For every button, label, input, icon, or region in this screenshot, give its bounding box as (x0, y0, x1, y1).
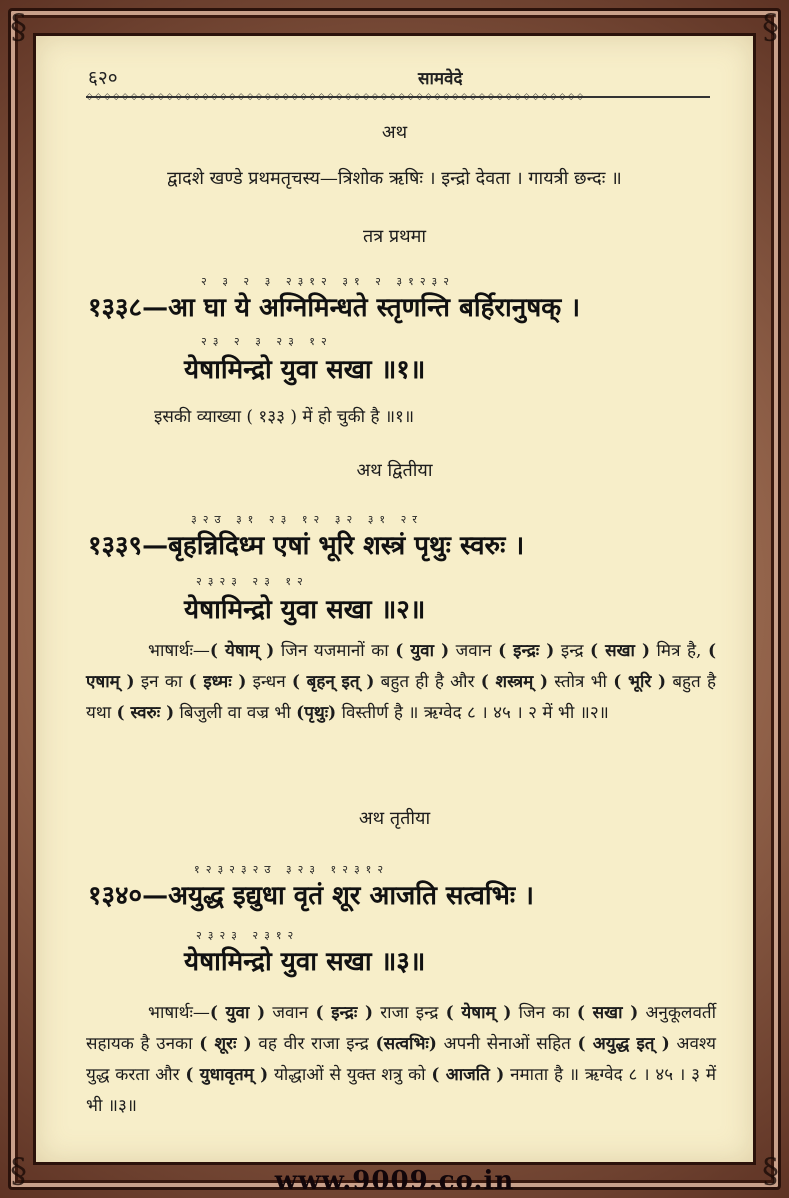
verse-3-line-2: येषामिन्द्रो युवा सखा ॥३॥ (184, 947, 426, 977)
gloss-term: ( युधावृतम् ) (185, 1065, 269, 1085)
gloss-text: अवश्य युद्ध करता और (86, 1034, 716, 1085)
gloss-text: इन्धन (246, 672, 292, 692)
verse-3-svara-1: १२३२३२उ ३२३ १२३१२ (194, 863, 390, 876)
verse-3-bhashartha (86, 998, 716, 1122)
gloss-term: ( सखा ) (576, 1003, 639, 1023)
gloss-text: अपनी सेनाओं सहित (436, 1034, 578, 1054)
scroll-ornament-icon: § (10, 1151, 27, 1191)
gloss-text: वह वीर राजा इन्द्र (251, 1034, 376, 1054)
gloss-text: विस्तीर्ण है ॥ ऋग्वेद ८ । ४५ । २ में भी ॥२॥ (336, 703, 609, 723)
bhashartha-label: भाषार्थः— (148, 1003, 210, 1023)
gloss-text: नमाता है ॥ ऋग्वेद ८ । ४५ । ३ में भी ॥३॥ (86, 1065, 717, 1116)
gloss-text: मित्र है, (649, 641, 708, 661)
gloss-term: ( बृहन् इत् ) (291, 672, 375, 692)
verse-2-svara-2: २३२३ २३ १२ (196, 575, 309, 588)
page-title: सामवेदे (418, 69, 463, 89)
gloss-text: स्तोत्र भी (548, 672, 614, 692)
verse-2-bhashartha (86, 636, 716, 729)
gloss-text: जवान (449, 641, 499, 661)
gloss-text: बहुत है यथा (86, 672, 717, 723)
gloss-text: इन का (134, 672, 189, 692)
verse-1-heading: तत्र प्रथमा (362, 226, 427, 247)
gloss-term: ( सखा ) (590, 641, 650, 661)
page-number: ६२० (88, 67, 118, 89)
verse-2-line-2: येषामिन्द्रो युवा सखा ॥२॥ (184, 595, 426, 625)
verse-1-svara-2: २३ २ ३ २३ १२ (201, 335, 333, 348)
gloss-term: ( इध्मः ) (188, 672, 247, 692)
gloss-text: इन्द्र (554, 641, 591, 661)
watermark-url[interactable]: www.9009.co.in (274, 1166, 515, 1196)
gloss-term: ( येषाम् ) (209, 641, 275, 661)
gloss-text: जिन का (511, 1003, 577, 1023)
gloss-term: ( इन्द्रः ) (498, 641, 555, 661)
gloss-text: जवान (265, 1003, 316, 1023)
gloss-term: ( स्वरुः ) (116, 703, 175, 723)
verse-2-heading: अथ द्वितीया (356, 460, 433, 481)
scroll-ornament-icon: § (762, 7, 779, 47)
verse-1-line-1: १३३८—आ घा ये अग्निमिन्धते स्तृणन्ति बर्हिरानुषक् । (88, 293, 581, 323)
gloss-term: ( शूरः ) (199, 1034, 252, 1054)
gloss-text: बहुत ही है और (374, 672, 481, 692)
gloss-text: राजा इन्द्र (373, 1003, 446, 1023)
verse-3-heading: अथ तृतीया (358, 808, 431, 829)
gloss-text: योद्धाओं से युक्त शत्रु को (268, 1065, 432, 1085)
gloss-text: अनुकूलवर्ती सहायक है उनका (86, 1003, 716, 1054)
khanda-line: द्वादशे खण्डे प्रथमतृचस्य—त्रिशोक ऋषिः । इन्द्रो देवता । गायत्री छन्दः ॥ (167, 168, 622, 189)
verse-3-svara-2: २३२३ २३१२ (196, 929, 300, 942)
gloss-term: ( एषाम् ) (86, 641, 716, 692)
gloss-term: ( शस्त्रम् ) (480, 672, 549, 692)
verse-2-line-1: १३३९—बृहन्निदिध्म एषां भूरि शस्त्रं पृथुः स्वरुः । (88, 531, 525, 561)
gloss-term: ( इन्द्रः ) (315, 1003, 374, 1023)
gloss-term: ( आजति ) (431, 1065, 505, 1085)
gloss-term: ( भूरि ) (613, 672, 667, 692)
atha-heading: अथ (381, 122, 408, 143)
bhashartha-label: भाषार्थः— (148, 641, 210, 661)
divider-dots-icon: ◇◇◇◇◇◇◇◇◇◇◇◇◇◇◇◇◇◇◇◇◇◇◇◇◇◇◇◇◇◇◇◇◇◇◇◇◇◇◇◇◇◇◇◇◇◇◇◇◇◇◇◇◇◇◇◇ (86, 92, 586, 102)
verse-1-line-2: येषामिन्द्रो युवा सखा ॥१॥ (184, 355, 426, 385)
gloss-term: ( युवा ) (209, 1003, 266, 1023)
verse-1-note: इसकी व्याख्या ( १३३ ) में हो चुकी है ॥१॥ (154, 407, 415, 427)
gloss-term: ( युवा ) (395, 641, 450, 661)
gloss-term: (सत्वभिः) (375, 1034, 437, 1054)
gloss-term: ( अयुद्ध इत् ) (577, 1034, 670, 1054)
gloss-text: जिन यजमानों का (274, 641, 396, 661)
scroll-ornament-icon: § (762, 1151, 779, 1191)
header-divider (86, 92, 710, 104)
verse-1-svara-1: २ ३ २ ३ २३१२ ३१ २ ३१२३२ (201, 275, 455, 288)
book-page (36, 36, 753, 1162)
verse-2-svara-1: ३२उ ३१ २३ १२ ३२ ३१ २र (191, 513, 423, 526)
gloss-term: (पृथुः) (296, 703, 337, 723)
scroll-ornament-icon: § (10, 7, 27, 47)
gloss-text: बिजुली वा वज्र भी (174, 703, 297, 723)
verse-3-line-1: १३४०—अयुद्ध इद्युधा वृतं शूर आजति सत्वभिः । (88, 881, 535, 911)
gloss-term: ( येषाम् ) (445, 1003, 512, 1023)
